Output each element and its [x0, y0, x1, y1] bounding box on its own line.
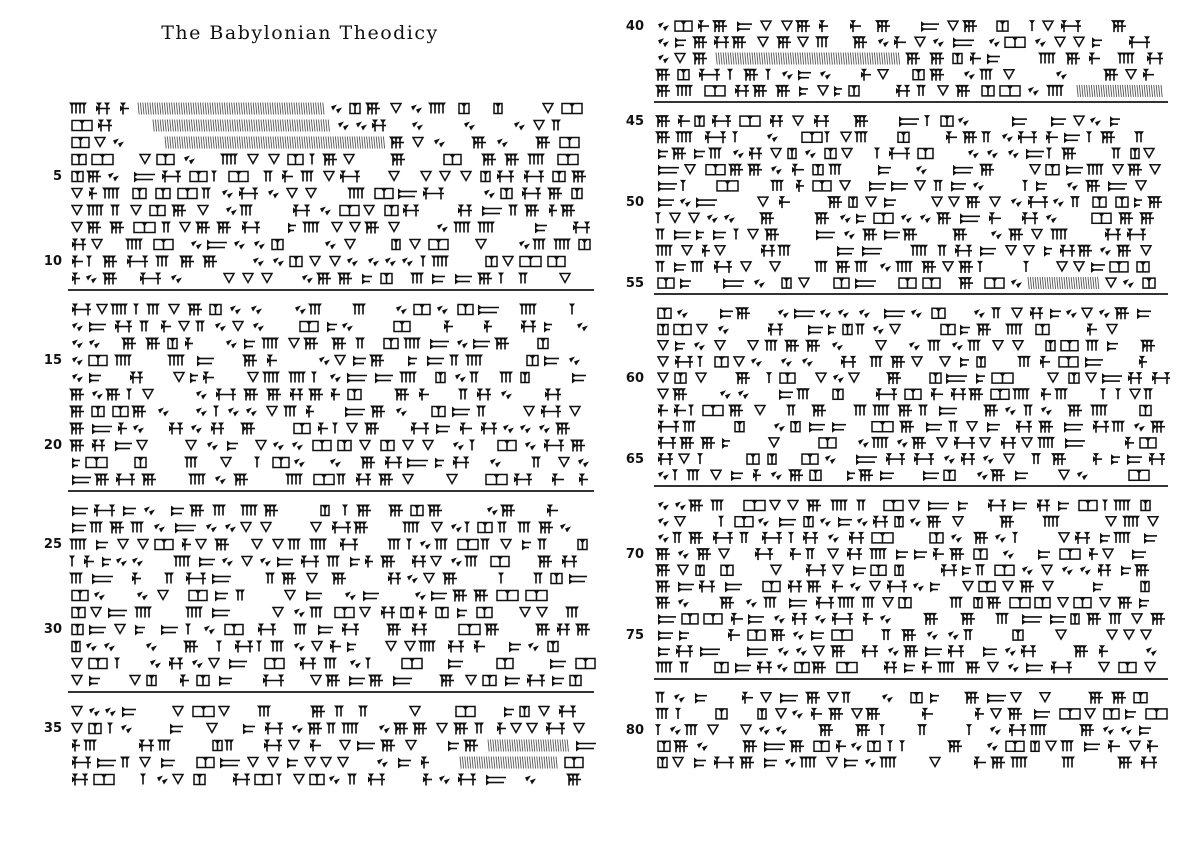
stanza-divider [68, 691, 594, 693]
text-line [658, 629, 1151, 641]
text-line [655, 229, 1146, 241]
text-line [658, 516, 1158, 528]
text-line [72, 120, 561, 132]
text-line [72, 723, 584, 735]
text-line [72, 505, 558, 517]
line-number: 30 [43, 622, 62, 637]
stanza-divider [654, 101, 1168, 103]
text-line [658, 277, 1155, 289]
text-line [655, 85, 1162, 97]
text-line [658, 36, 1150, 48]
text-line [658, 196, 1162, 208]
text-line [72, 658, 595, 670]
text-line [72, 171, 586, 183]
stanza-divider [654, 485, 1168, 487]
text-line [658, 340, 1155, 352]
text-line [72, 205, 575, 217]
text-line [658, 148, 1154, 160]
text-line [69, 556, 577, 568]
text-line [69, 103, 582, 115]
text-line [658, 740, 1158, 752]
text-line [72, 304, 575, 316]
text-line [69, 389, 561, 401]
text-line [658, 180, 1146, 192]
line-number: 60 [625, 371, 644, 386]
text-line [72, 188, 582, 200]
text-line [655, 261, 1149, 273]
stanza-divider [654, 293, 1168, 295]
text-line [72, 338, 548, 350]
text-line [72, 474, 588, 486]
text-line [658, 388, 1153, 400]
text-line [658, 645, 1157, 657]
text-line [658, 453, 1165, 465]
line-number: 20 [43, 438, 62, 453]
text-line [658, 405, 1151, 417]
stanza-divider [654, 678, 1168, 680]
text-line [658, 53, 1163, 65]
line-number: 75 [625, 628, 644, 643]
text-line [655, 662, 1155, 674]
text-line [72, 706, 576, 718]
text-line [72, 641, 558, 653]
text-line [655, 724, 1151, 736]
text-line [658, 421, 1165, 433]
line-number: 45 [625, 114, 644, 129]
text-line [658, 437, 1156, 449]
text-line [72, 273, 570, 285]
text-line [72, 757, 583, 769]
line-number: 40 [625, 19, 644, 34]
text-line [69, 423, 570, 435]
text-line [72, 372, 586, 384]
text-line [655, 115, 1120, 127]
text-line [655, 69, 1154, 81]
text-line [658, 356, 1147, 368]
page-title: The Babylonian Theodicy [161, 22, 439, 44]
text-line [72, 607, 579, 619]
text-line [72, 675, 581, 687]
stanza-divider [68, 289, 594, 291]
text-line [72, 137, 579, 149]
text-line [655, 212, 1154, 224]
text-line [72, 590, 547, 602]
text-line [658, 532, 1157, 544]
text-line [658, 613, 1165, 625]
line-number: 25 [43, 537, 62, 552]
line-number: 70 [625, 547, 644, 562]
text-line [655, 564, 1149, 576]
text-line [658, 20, 1126, 32]
text-line [658, 500, 1150, 512]
cuneiform-text [72, 100, 592, 798]
text-line [72, 624, 590, 636]
line-number: 80 [625, 723, 644, 738]
line-number: 15 [43, 353, 62, 368]
text-line [655, 548, 1146, 560]
text-line [72, 355, 580, 367]
text-line [655, 581, 1149, 593]
text-line [72, 256, 565, 268]
text-line [72, 239, 590, 251]
text-line [69, 440, 585, 452]
text-line [655, 597, 1149, 609]
line-number: 65 [625, 452, 644, 467]
text-line [655, 245, 1151, 257]
text-line [658, 324, 1117, 336]
text-line [658, 372, 1170, 384]
text-line [655, 131, 1144, 143]
text-line [72, 740, 596, 752]
text-line [72, 154, 578, 166]
text-line [658, 757, 1157, 769]
stanza-divider [68, 490, 594, 492]
line-number: 5 [52, 169, 62, 184]
text-line [658, 164, 1160, 176]
text-line [658, 307, 1151, 319]
text-line [72, 321, 588, 333]
text-line [72, 457, 589, 469]
text-line [69, 573, 587, 585]
text-line [655, 692, 1147, 704]
line-number: 35 [43, 721, 62, 736]
line-number: 10 [43, 254, 62, 269]
text-line [655, 708, 1167, 720]
text-line [72, 522, 571, 534]
line-number: 50 [625, 195, 644, 210]
text-line [658, 469, 1149, 481]
cuneiform-text [658, 18, 1166, 781]
text-line [72, 222, 590, 234]
line-number: 55 [625, 276, 644, 291]
text-line [69, 539, 587, 551]
text-line [69, 406, 580, 418]
text-line [72, 774, 581, 786]
